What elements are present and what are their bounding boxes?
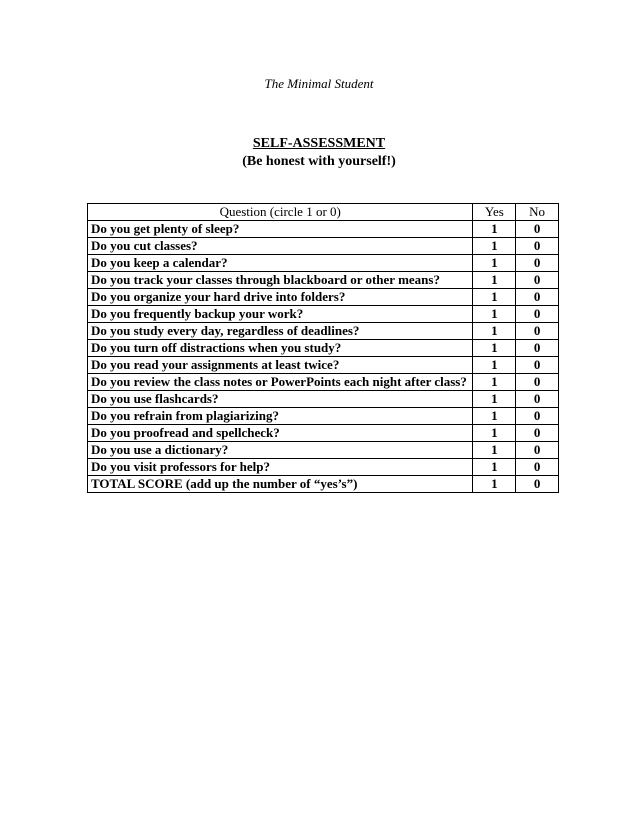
page-title: SELF-ASSESSMENT — [252, 136, 386, 151]
column-header-no: No — [516, 204, 559, 221]
table-row — [88, 476, 559, 493]
yes-cell[interactable]: 1 — [473, 255, 516, 272]
table-row — [88, 221, 559, 238]
question-cell[interactable]: Do you read your assignments at least twice? — [88, 357, 473, 374]
question-cell[interactable]: Do you track your classes through blackboard or other means? — [88, 272, 473, 289]
no-cell[interactable]: 0 — [516, 476, 559, 493]
question-cell[interactable]: Do you organize your hard drive into folders? — [88, 289, 473, 306]
no-cell[interactable]: 0 — [516, 340, 559, 357]
table-row — [88, 289, 559, 306]
yes-cell[interactable]: 1 — [473, 425, 516, 442]
no-cell[interactable]: 0 — [516, 391, 559, 408]
table-header-row — [88, 204, 559, 221]
table-row — [88, 357, 559, 374]
no-cell[interactable]: 0 — [516, 459, 559, 476]
question-cell[interactable]: Do you refrain from plagiarizing? — [88, 408, 473, 425]
question-cell[interactable]: Do you visit professors for help? — [88, 459, 473, 476]
question-cell[interactable]: TOTAL SCORE (add up the number of “yes’s”) — [88, 476, 473, 493]
page-subtitle: (Be honest with yourself!) — [242, 154, 396, 169]
yes-cell[interactable]: 1 — [473, 357, 516, 374]
table-row — [88, 340, 559, 357]
yes-cell[interactable]: 1 — [473, 306, 516, 323]
table-body — [88, 221, 559, 493]
question-cell[interactable]: Do you cut classes? — [88, 238, 473, 255]
document-header: The Minimal Student — [264, 76, 374, 91]
question-cell[interactable]: Do you use flashcards? — [88, 391, 473, 408]
assessment-table — [87, 203, 559, 493]
yes-cell[interactable]: 1 — [473, 459, 516, 476]
table-row — [88, 391, 559, 408]
no-cell[interactable]: 0 — [516, 357, 559, 374]
yes-cell[interactable]: 1 — [473, 238, 516, 255]
column-header-yes: Yes — [473, 204, 516, 221]
table-row — [88, 272, 559, 289]
no-cell[interactable]: 0 — [516, 425, 559, 442]
question-cell[interactable]: Do you use a dictionary? — [88, 442, 473, 459]
no-cell[interactable]: 0 — [516, 221, 559, 238]
question-cell[interactable]: Do you review the class notes or PowerPoints each night after class? — [88, 374, 473, 391]
question-cell[interactable]: Do you turn off distractions when you study? — [88, 340, 473, 357]
table-row — [88, 442, 559, 459]
no-cell[interactable]: 0 — [516, 442, 559, 459]
question-cell[interactable]: Do you study every day, regardless of deadlines? — [88, 323, 473, 340]
table-row — [88, 306, 559, 323]
question-cell[interactable]: Do you proofread and spellcheck? — [88, 425, 473, 442]
column-header-question: Question (circle 1 or 0) — [88, 204, 473, 221]
yes-cell[interactable]: 1 — [473, 340, 516, 357]
yes-cell[interactable]: 1 — [473, 442, 516, 459]
yes-cell[interactable]: 1 — [473, 408, 516, 425]
no-cell[interactable]: 0 — [516, 374, 559, 391]
yes-cell[interactable]: 1 — [473, 323, 516, 340]
yes-cell[interactable]: 1 — [473, 476, 516, 493]
question-cell[interactable]: Do you get plenty of sleep? — [88, 221, 473, 238]
no-cell[interactable]: 0 — [516, 306, 559, 323]
table-row — [88, 323, 559, 340]
table-row — [88, 459, 559, 476]
yes-cell[interactable]: 1 — [473, 221, 516, 238]
question-cell[interactable]: Do you keep a calendar? — [88, 255, 473, 272]
question-cell[interactable]: Do you frequently backup your work? — [88, 306, 473, 323]
yes-cell[interactable]: 1 — [473, 374, 516, 391]
table-row — [88, 255, 559, 272]
table-row — [88, 238, 559, 255]
yes-cell[interactable]: 1 — [473, 391, 516, 408]
table-row — [88, 374, 559, 391]
no-cell[interactable]: 0 — [516, 255, 559, 272]
yes-cell[interactable]: 1 — [473, 289, 516, 306]
table-row — [88, 425, 559, 442]
yes-cell[interactable]: 1 — [473, 272, 516, 289]
no-cell[interactable]: 0 — [516, 323, 559, 340]
no-cell[interactable]: 0 — [516, 289, 559, 306]
no-cell[interactable]: 0 — [516, 238, 559, 255]
no-cell[interactable]: 0 — [516, 408, 559, 425]
table-row — [88, 408, 559, 425]
no-cell[interactable]: 0 — [516, 272, 559, 289]
